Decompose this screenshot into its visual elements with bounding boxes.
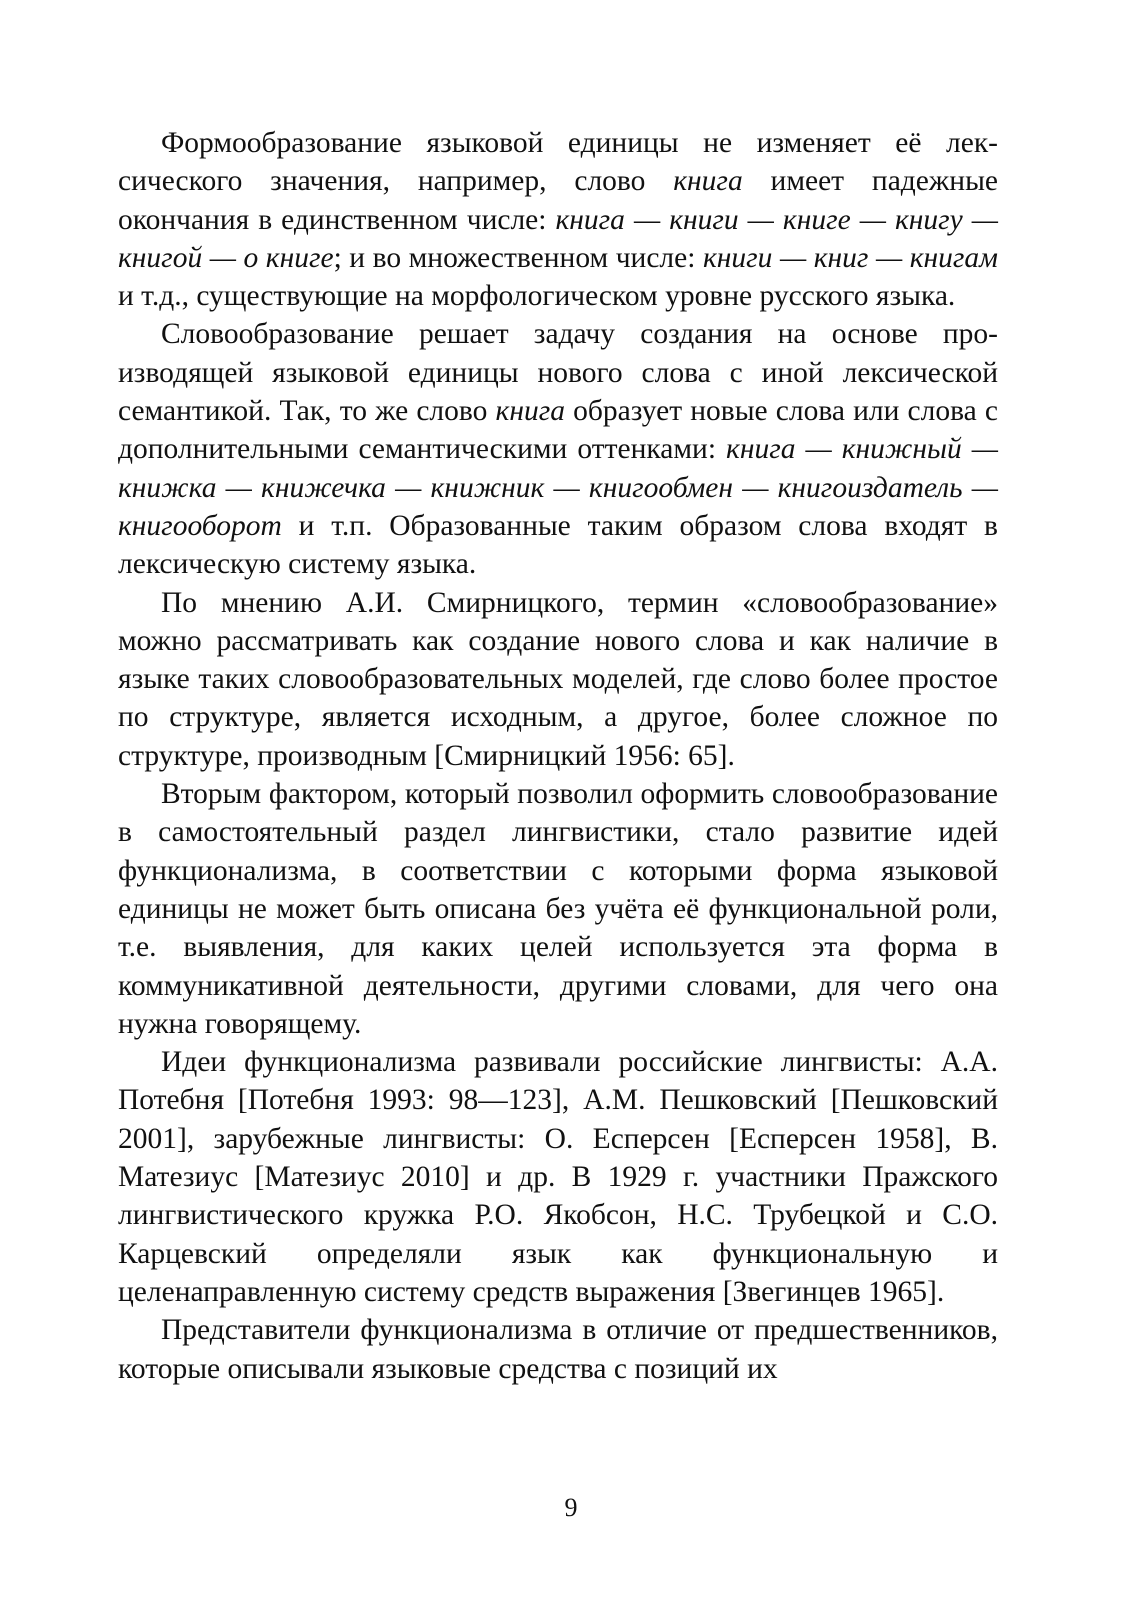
text-run: и т.п. Образованные таким образом слова входят в лексическую систему языка. [118, 509, 998, 581]
italic-text: книга — книги — книге — книгу — книгой — о книге [118, 203, 998, 274]
text-run: По мнению А.И. Смирницкого, термин «словообразование» можно рассматривать как создание нового слова и как наличие в языке таких словообразовательных моделей, где слово более простое по структуре, является исходным, а другое, более сложное по структуре, производным [Смирницкий 1956: 65]. [118, 586, 998, 772]
text-run: ; и во множественном числе: [333, 241, 703, 274]
text-run: и т.д., существующие на морфологическом уровне русского языка. [118, 280, 956, 313]
paragraph [118, 1311, 998, 1388]
text-run: имеет падежные окончания в единственном числе: [118, 165, 998, 236]
paragraph [118, 315, 998, 583]
paragraph [118, 584, 998, 775]
italic-text: книги — книг — книгам [702, 241, 998, 274]
italic-text: книга [495, 395, 565, 428]
italic-text: книга [673, 165, 743, 198]
text-run: Представители функционализма в отличие от предшественников, которые описывали языковые средства с позиций их [118, 1314, 998, 1385]
text-run: Вторым фактором, который позволил оформить словообразование в самостоятельный раздел лингвистики, стало развитие идей функционализма, в соответствии с которыми форма языковой единицы не может быть описана без учёта её функциональной роли, т.е. выявления, для каких целей используется эта форма в коммуникативной деятельности, другими словами, для чего она нужна говорящему. [118, 778, 998, 1040]
italic-text: книга — книжный — книжка — книжечка — книжник — книгообмен — книгоиздатель — книгооборот [118, 433, 998, 542]
text-run: Идеи функционализма развивали российские лингвисты: А.А. Потебня [Потебня 1993: 98—123], А.М. Пешковский [Пешковский 2001], зарубежные лингвисты: О. Есперсен [Есперсен 1958], В. Матезиус [Матезиус 2010] и др. В 1929 г. участники Пражского лингвистического кружка Р.О. Якобсон, Н.С. Трубецкой и С.О. Карцевский определяли язык как функциональную и целенаправленную систему средств выражения [Звегинцев 1965]. [118, 1046, 998, 1308]
paragraph [118, 124, 998, 315]
text-run: Словообразование решает задачу создания на основе производящей языковой единицы нового слова с иной лексической семантикой. Так, то же слово [118, 318, 998, 428]
paragraph [118, 1043, 998, 1311]
paragraph [118, 775, 998, 1043]
page-number: 9 [564, 1493, 578, 1522]
text-run: образует новые слова или слова с дополнительными семантическими оттенками: [118, 395, 998, 466]
body-text [118, 124, 998, 1388]
text-run: Формообразование языковой единицы не изменяет её лексического значения, например, слово [118, 127, 998, 198]
